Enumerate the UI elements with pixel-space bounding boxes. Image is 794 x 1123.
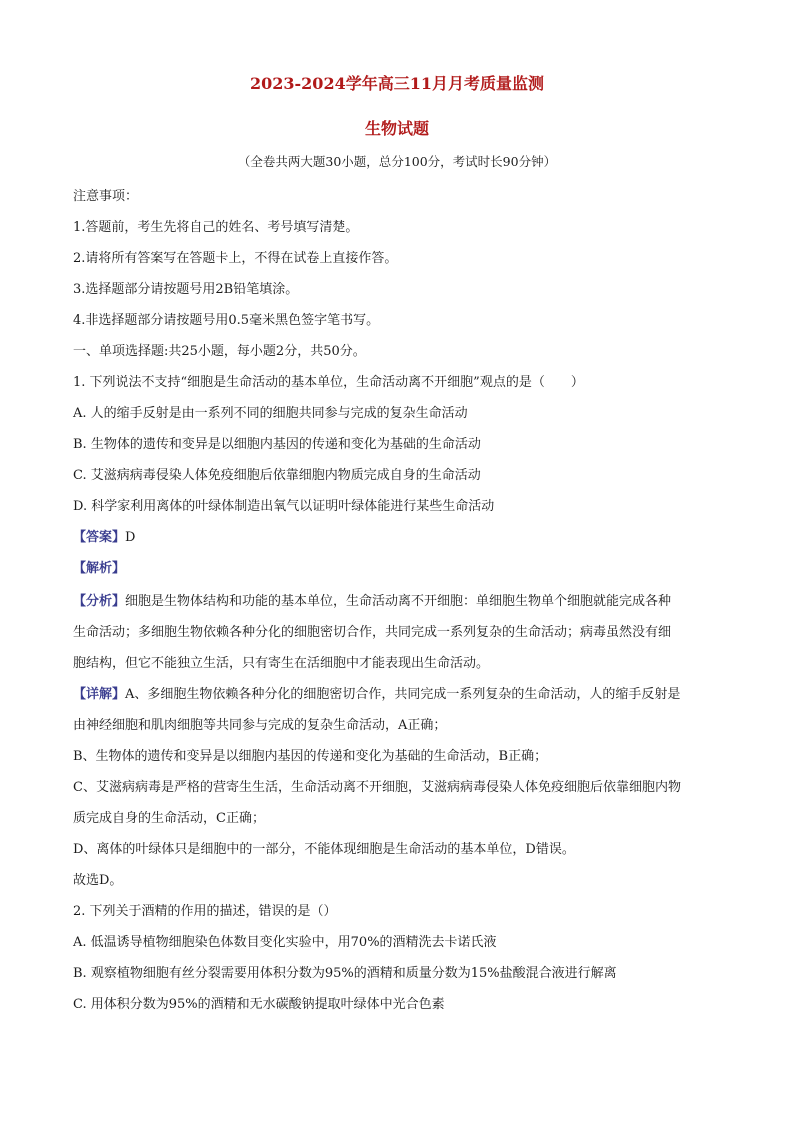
q1-option-d: D. 科学家利用离体的叶绿体制造出氧气以证明叶绿体能进行某些生命活动	[73, 499, 495, 514]
notice-item: 3.选择题部分请按题号用2B铅笔填涂。	[73, 282, 299, 297]
xiangjie-text: 由神经细胞和肌肉细胞等共同参与完成的复杂生命活动，A正确；	[73, 718, 447, 733]
notice-heading: 注意事项：	[73, 189, 139, 204]
q1-option-c: C. 艾滋病病毒侵染人体免疫细胞后依靠细胞内物质完成自身的生命活动	[73, 468, 481, 483]
q2-stem: 2. 下列关于酒精的作用的描述，错误的是（）	[73, 904, 337, 919]
answer-tag: 【答案】	[73, 530, 126, 545]
q1-fenxi-line	[73, 590, 733, 609]
q1-xiangjie-line	[73, 683, 733, 702]
xiangjie-text: 质完成自身的生命活动，C正确；	[73, 811, 265, 826]
fenxi-text: 细胞是生物体结构和功能的基本单位，生命活动离不开细胞：单细胞生物单个细胞就能完成各种	[125, 594, 672, 609]
notice-item: 4.非选择题部分请按题号用0.5毫米黑色签字笔书写。	[73, 313, 380, 328]
exam-note: （全卷共两大题30小题，总分100分，考试时长90分钟）	[237, 154, 557, 169]
q1-option-b: B. 生物体的遗传和变异是以细胞内基因的传递和变化为基础的生命活动	[73, 437, 481, 452]
notice-item: 2.请将所有答案写在答题卡上，不得在试卷上直接作答。	[73, 251, 398, 266]
exam-title: 2023-2024学年高三11月月考质量监测	[250, 74, 544, 93]
fenxi-tag: 【分析】	[73, 594, 126, 609]
q2-option-b: B. 观察植物细胞有丝分裂需要用体积分数为95%的酒精和质量分数为15%盐酸混合液进行解离	[73, 966, 617, 981]
xiangjie-text: A、多细胞生物依赖各种分化的细胞密切合作，共同完成一系列复杂的生命活动，人的缩手反射是	[125, 687, 681, 702]
xiangjie-text: B、生物体的遗传和变异是以细胞内基因的传递和变化为基础的生命活动，B正确；	[73, 749, 548, 764]
fenxi-text: 生命活动；多细胞生物依赖各种分化的细胞密切合作，共同完成一系列复杂的生命活动；病毒虽然没有细	[73, 625, 672, 640]
q1-analysis-line	[73, 557, 733, 576]
notice-item: 1.答题前，考生先将自己的姓名、考号填写清楚。	[73, 220, 359, 235]
q1-option-a: A. 人的缩手反射是由一系列不同的细胞共同参与完成的复杂生命活动	[73, 406, 468, 421]
answer-value: D	[125, 530, 136, 545]
q2-option-c: C. 用体积分数为95%的酒精和无水碳酸钠提取叶绿体中光合色素	[73, 997, 445, 1012]
xiangjie-text: 故选D。	[73, 873, 123, 888]
fenxi-text: 胞结构，但它不能独立生活，只有寄生在活细胞中才能表现出生命活动。	[73, 656, 490, 671]
q2-option-a: A. 低温诱导植物细胞染色体数目变化实验中，用70%的酒精洗去卡诺氏液	[73, 935, 497, 950]
analysis-tag: 【解析】	[73, 561, 126, 576]
xiangjie-tag: 【详解】	[73, 687, 126, 702]
q1-answer-line	[73, 526, 733, 545]
xiangjie-text: C、艾滋病病毒是严格的营寄生生活，生命活动离不开细胞，艾滋病病毒侵染人体免疫细胞后依靠细胞内物	[73, 780, 681, 795]
q1-stem: 1. 下列说法不支持“细胞是生命活动的基本单位，生命活动离不开细胞”观点的是（ ）	[73, 375, 584, 390]
subject-title: 生物试题	[364, 119, 429, 138]
section-heading: 一、单项选择题:共25小题，每小题2分，共50分。	[73, 344, 366, 359]
xiangjie-text: D、离体的叶绿体只是细胞中的一部分，不能体现细胞是生命活动的基本单位，D错误。	[73, 842, 575, 857]
